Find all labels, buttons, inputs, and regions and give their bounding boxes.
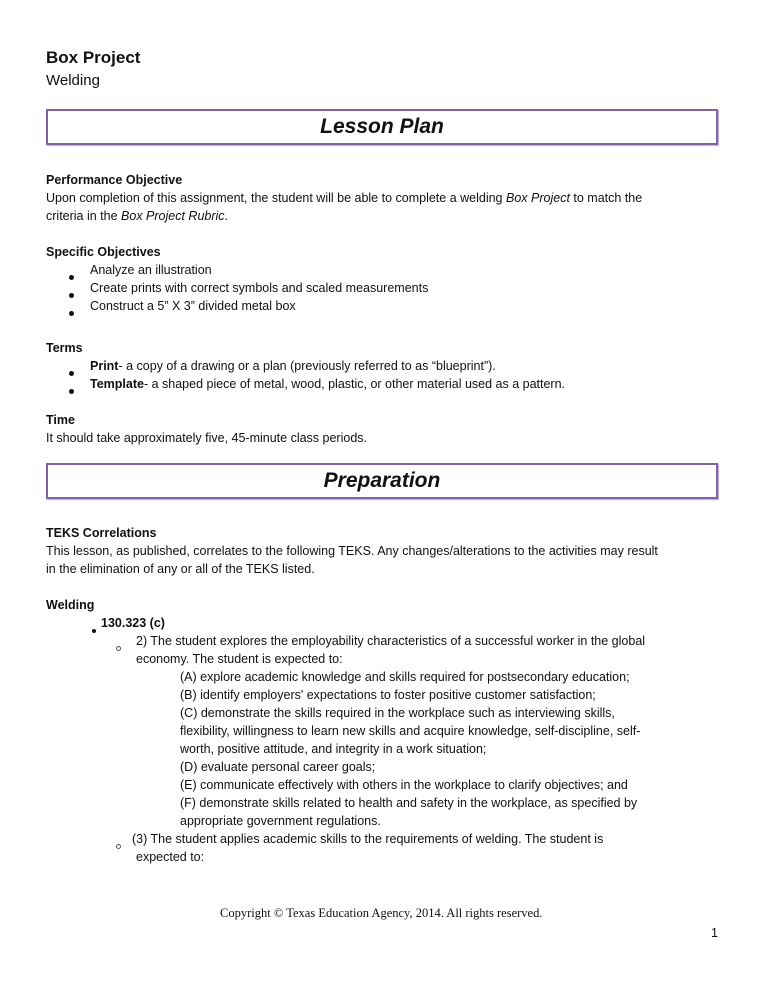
standard-3-line-1: (3) The student applies academic skills to the requirements of welding. The student is [132,832,604,846]
bullet-icon [69,363,74,381]
teks-text-line-1: This lesson, as published, correlates to the following TEKS. Any changes/alterations to the activities may result [46,544,658,558]
objective-item: Analyze an illustration [90,263,212,277]
italic-text: Box Project Rubric [121,209,225,223]
teks-heading: TEKS Correlations [46,526,157,540]
bullet-icon [69,285,74,303]
term-name: Print [90,359,119,373]
document-title: Box Project [46,48,141,67]
standard-2-line-1: 2) The student explores the employability characteristics of a successful worker in the global [136,634,646,648]
teks-text-line-2: in the elimination of any or all of the TEKS listed. [46,562,315,576]
teks-code: 130.323 (c) [101,616,165,630]
objective-item: Create prints with correct symbols and scaled measurements [90,281,429,295]
text: criteria in the [46,209,122,223]
standard-2-item-e: (E) communicate effectively with others in the workplace to clarify objectives; and [180,778,628,792]
page-number: 1 [711,926,718,940]
italic-text: Box Project [506,191,570,205]
hollow-bullet-icon [116,836,121,854]
performance-objective-line-1 [46,189,642,207]
text: to match the [569,191,643,205]
specific-objectives-heading: Specific Objectives [46,245,161,259]
term-definition: - a shaped piece of metal, wood, plastic, or other material used as a pattern. [143,377,566,391]
bullet-icon [69,267,74,285]
standard-2-item-f-cont: appropriate government regulations. [180,814,381,828]
standard-2-item-b: (B) identify employers' expectations to foster positive customer satisfaction; [180,688,596,702]
standard-2-item-d: (D) evaluate personal career goals; [180,760,376,774]
section-header-preparation [46,463,718,499]
standard-2-item-f: (F) demonstrate skills related to health and safety in the workplace, as specified by [180,796,638,810]
term-name: Template [90,377,144,391]
section-title: Preparation [323,469,441,492]
bullet-icon [69,381,74,399]
objective-item: Construct a 5” X 3” divided metal box [90,299,296,313]
term-definition: - a copy of a drawing or a plan (previously referred to as “blueprint”). [118,359,496,373]
standard-2-item-c-cont: flexibility, willingness to learn new skills and acquire knowledge, self-discipline, self- [180,724,641,738]
welding-heading: Welding [46,598,95,612]
standard-3-line-2: expected to: [136,850,205,864]
document-subtitle: Welding [46,72,100,89]
terms-heading: Terms [46,341,83,355]
section-title: Lesson Plan [320,115,444,138]
text: Upon completion of this assignment, the student will be able to complete a welding [46,191,506,205]
term-item [90,375,565,393]
bullet-icon [92,620,96,638]
standard-2-item-a: (A) explore academic knowledge and skills required for postsecondary education; [180,670,630,684]
performance-objective-heading: Performance Objective [46,173,183,187]
bullet-icon [69,303,74,321]
time-text: It should take approximately five, 45-minute class periods. [46,431,367,445]
section-header-lesson-plan [46,109,718,145]
performance-objective-line-2 [46,207,228,225]
standard-2-item-c-cont: worth, positive attitude, and integrity in a work situation; [180,742,487,756]
standard-2-line-2: economy. The student is expected to: [136,652,343,666]
hollow-bullet-icon [116,638,121,656]
copyright-footer: Copyright © Texas Education Agency, 2014. All rights reserved. [220,906,543,920]
standard-2-item-c: (C) demonstrate the skills required in the workplace such as interviewing skills, [180,706,615,720]
text: . [224,209,229,223]
time-heading: Time [46,413,75,427]
term-item [90,357,496,375]
